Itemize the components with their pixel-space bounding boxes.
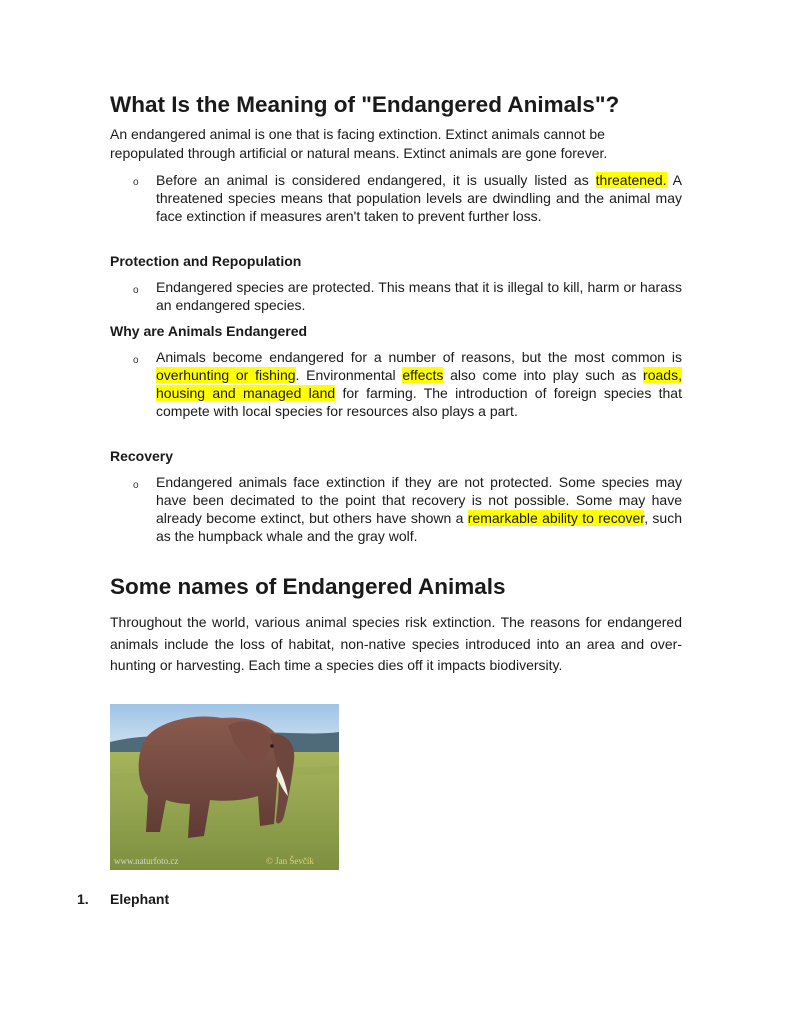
bullet-why-endangered: Animals become endangered for a number of reasons, but the most common is overhunting or fishing. Environmental effects also come into play such as roads, housing and managed land for farming. The introduction of foreign species that compete with local species for resources also plays a part. [156, 349, 682, 419]
highlight-overhunting: overhunting or fishing [156, 367, 296, 383]
highlight-remarkable-recovery: remarkable ability to recover [467, 510, 645, 526]
elephant-photo [110, 704, 339, 870]
photo-watermark-right: © Jan Ševčík [266, 856, 314, 866]
section-title-names: Some names of Endangered Animals [110, 574, 506, 599]
bullet-protection: Endangered species are protected. This means that it is illegal to kill, harm or harass an endangered species. [156, 279, 682, 313]
bullet-threatened: Before an animal is considered endangered, it is usually listed as threatened. A threatened species means that population levels are dwindling and the animal may face extinction if measures aren't taken to prevent further loss. [156, 172, 682, 224]
bullet-marker: o [133, 285, 139, 296]
list-item-label: Elephant [110, 891, 170, 907]
photo-watermark-left: www.naturfoto.cz [114, 856, 179, 866]
bullet-marker: o [133, 480, 139, 491]
highlight-threatened: threatened. [595, 172, 667, 188]
heading-recovery: Recovery [110, 448, 174, 464]
section2-intro: Throughout the world, various animal species risk extinction. The reasons for endangered animals include the loss of habitat, non-native species introduced into an area and over-hunting or harvesting. Each time a species dies off it impacts biodiversity. [110, 614, 682, 673]
bullet-marker: o [133, 177, 139, 188]
intro-paragraph: An endangered animal is one that is facing extinction. Extinct animals cannot be repopulated through artificial or natural means. Extinct animals are gone forever. [110, 126, 608, 161]
section-title-meaning: What Is the Meaning of "Endangered Animals"? [110, 92, 620, 117]
bullet-recovery: Endangered animals face extinction if they are not protected. Some species may have been decimated to the point that recovery is not possible. Some may have already become extinct, but others have shown a remarkable ability to recover, such as the humpback whale and the gray wolf. [156, 474, 682, 544]
heading-why-endangered: Why are Animals Endangered [110, 323, 308, 339]
list-item-number: 1. [77, 891, 89, 907]
highlight-roads-housing: roads, housing and managed land [156, 367, 682, 401]
list-item [77, 890, 169, 908]
bullet-marker: o [133, 355, 139, 366]
highlight-effects: effects [402, 367, 444, 383]
heading-protection: Protection and Repopulation [110, 253, 302, 269]
